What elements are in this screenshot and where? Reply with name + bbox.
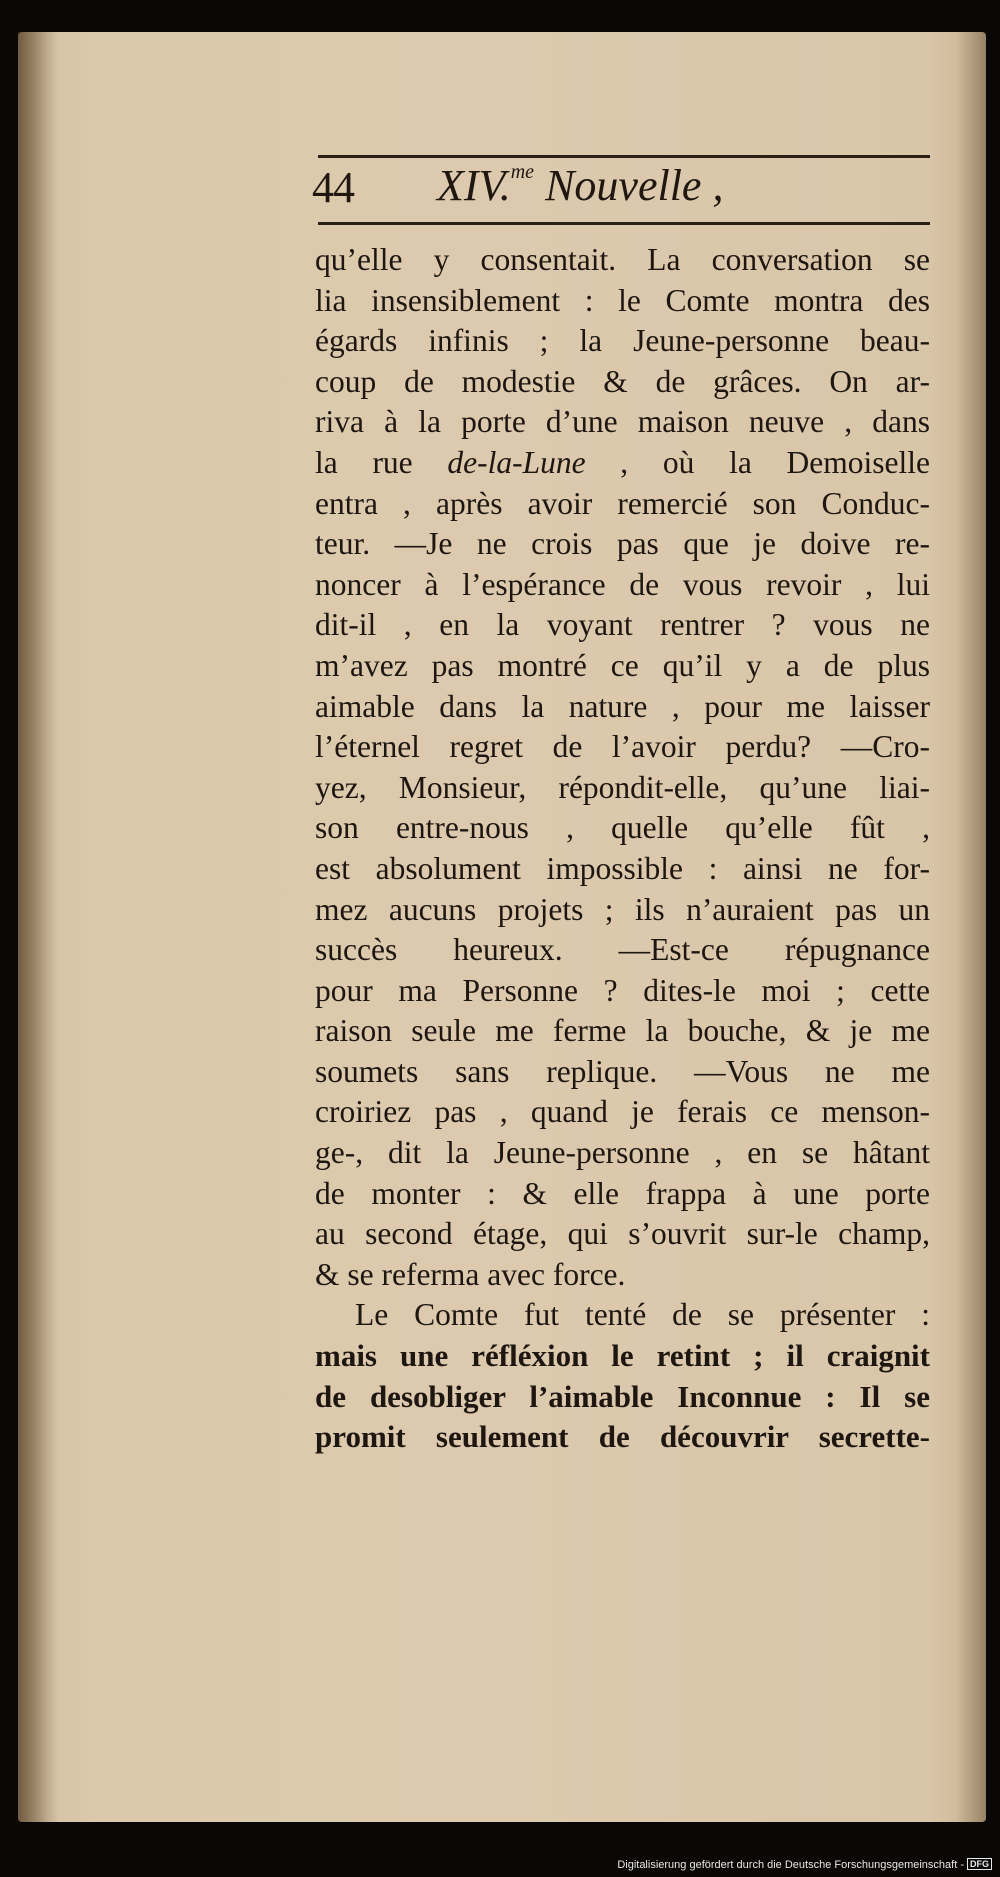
header-rule-bottom [318, 222, 930, 225]
text-line: noncer à l’espérance de vous revoir , lui [315, 566, 930, 602]
text-line: dit-il , en la voyant rentrer ? vous ne [315, 607, 930, 643]
text-line: & se referma avec force. [315, 1256, 626, 1292]
text-line: promit seulement de découvrir secrette- [315, 1419, 930, 1455]
running-title-main: XIV. [437, 161, 511, 210]
text-line: l’éternel regret de l’avoir perdu? —Cro- [315, 729, 930, 765]
text-line: lia insensiblement : le Comte montra des [315, 282, 930, 318]
text-line: qu’elle y consentait. La conversation se [315, 242, 930, 277]
credit-text: Digitalisierung gefördert durch die Deutsche Forschungsgemeinschaft - [617, 1859, 964, 1871]
text-line: teur. —Je ne crois pas que je doive re- [315, 526, 930, 562]
text-line: égards infinis ; la Jeune-personne beau- [315, 323, 930, 359]
street-name: de-la-Lune [447, 444, 586, 480]
text-line: riva à la porte d’une maison neuve , dans [315, 404, 930, 440]
text-line-start: la rue [315, 444, 448, 480]
text-line: m’avez pas montré ce qu’il y a de plus [315, 647, 930, 683]
text-line: au second étage, qui s’ouvrit sur-le champ, [315, 1216, 930, 1252]
dfg-logo: DFG [967, 1858, 992, 1870]
text-line: son entre-nous , quelle qu’elle fût , [315, 810, 930, 846]
text-line: raison seule me ferme la bouche, & je me [315, 1013, 930, 1049]
text-line: soumets sans replique. —Vous ne me [315, 1053, 930, 1089]
digitization-credit [617, 1858, 992, 1871]
text-line: mais une réfléxion le retint ; il craignit [315, 1338, 930, 1374]
page-number: 44 [312, 163, 354, 212]
paragraph-start-line: Le Comte fut tenté de se présenter : [355, 1297, 930, 1333]
text-line: croiriez pas , quand je ferais ce menson- [315, 1094, 930, 1130]
text-line: mez aucuns projets ; ils n’auraient pas un [315, 891, 930, 927]
text-line: coup de modestie & de grâces. On ar- [315, 363, 930, 399]
text-line: succès heureux. —Est-ce répugnance [315, 932, 930, 968]
running-title [437, 160, 723, 211]
text-line: pour ma Personne ? dites-le moi ; cette [315, 972, 930, 1008]
text-line: de desobliger l’aimable Inconnue : Il se [315, 1378, 930, 1414]
text-line: aimable dans la nature , pour me laisser [315, 688, 930, 724]
text-line [315, 443, 930, 484]
body-text [315, 240, 930, 1458]
text-line: entra , après avoir remercié son Conduc- [315, 485, 930, 521]
text-line: ge-, dit la Jeune-personne , en se hâtant [315, 1135, 930, 1171]
running-header [312, 160, 932, 222]
running-title-rest: Nouvelle , [534, 161, 724, 210]
text-line-end: , où la Demoiselle [585, 444, 930, 480]
running-title-superscript: me [510, 161, 535, 183]
text-line: est absolument impossible : ainsi ne for- [315, 850, 930, 886]
text-line: yez, Monsieur, répondit-elle, qu’une liai- [315, 769, 930, 805]
header-rule-top [318, 155, 930, 158]
text-line: de monter : & elle frappa à une porte [315, 1175, 930, 1211]
